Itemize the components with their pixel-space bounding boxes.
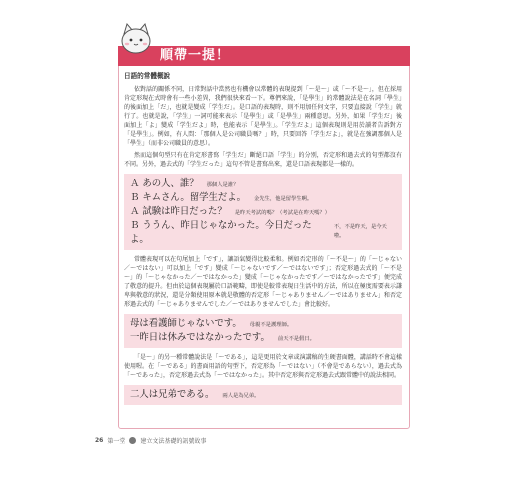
example-box-3 <box>124 385 402 405</box>
book-icon <box>129 437 136 444</box>
example-translation: 母親不是護理師。 <box>249 322 293 328</box>
book-title: 建立文法基礎的訊號故事 <box>140 438 207 445</box>
paragraph-3: 常體表現可以在句尾加上「です」，讓語氣變得比較柔和。例如否定形的「～不是～」的「～じゃない／～ではない」可以加上「です」變成「～じゃないです／～ではないです」；否定形過去式的「～不是～」的「～じゃなかった／～ではなかった」變成「～じゃなかったです／～ではなかったです」便完成了敬意的提升。但由於這個表現屬於口語範疇，即使是較常表現日生活中的方法，所以在極度需要表示謙卑與敬意的狀況，還是分類使用原本就是敬體的否定形「～じゃありません／～ではありません」和否定形過去式的「～じゃありませんでした／～ではありませんでした」會比較好。 <box>124 256 402 308</box>
example-line <box>130 388 396 402</box>
example-box-2 <box>124 314 402 348</box>
example-japanese: Ａ 試験は昨日だった？ <box>130 206 227 217</box>
example-translation: 不，不是昨天，是今天啦。 <box>333 224 387 239</box>
paragraph-4: 「是～」的另一種常體說法是「～である」，這是更用於文章或演講稿的生硬書面體，講話時不會這樣使用喔。在「～である」的書面用語的句型下，否定形為「～ではない」（不會是であらない），過去式為「～であった」，否定形過去式為「～ではなかった」。其中否定形與否定形過去式跟常體中的說法相同。 <box>124 354 402 379</box>
example-line <box>130 317 396 331</box>
paragraph-1: 依對話的關係不同，日常對話中當然也有機會以常體的表現提到「～是～」或「～不是～」，但在採用肯定形現在式時會有一些小差異，我們很快來看一下。尊們來說，「是學生」的常體說法是在名詞「學生」的後面加上「だ」，也就是變成「学生だ」。是口語的表現時，則不用加任何文字，只要直接說「学生」就行了。也就是說，「学生」一詞可能來表示「是學生」或「是學生」兩種意思。另外，如果「学生だ」後面加上「よ」變成「学生だよ」時，也能表示「是學生」。「学生だよ」這個表現則是用於讀者告訴對方「是學生」。例如，有人問：「那個人是公司職員嗎？」時，只要回答「学生だよ」，就是在強調那個人是「學生」（而非公司職員的意思）。 <box>124 86 402 147</box>
box-title: 順帶一提！ <box>160 48 231 63</box>
example-japanese: 一昨日は休みではなかったです。 <box>130 332 270 343</box>
example-translation: 那個人是誰？ <box>206 182 239 188</box>
example-line <box>130 177 396 191</box>
example-line <box>130 191 396 205</box>
example-translation: 是昨天考試的嗎？（考試是在昨天嗎？） <box>234 210 331 216</box>
example-japanese: Ｂ キムさん。留学生だよ。 <box>130 192 246 203</box>
example-japanese: Ａ あの人、誰？ <box>130 178 199 189</box>
cat-mascot-icon <box>116 20 156 60</box>
example-japanese: Ｂ ううん、昨日じゃなかった。今日だったよ。 <box>130 220 312 245</box>
example-line <box>130 219 396 247</box>
page-number: 26 <box>95 437 104 444</box>
section-title: 日語的常體概說 <box>124 72 171 80</box>
example-translation: 兩人是為兄弟。 <box>222 393 260 399</box>
page-footer <box>95 436 206 445</box>
example-translation: 金先生，他是留學生啊。 <box>253 196 313 202</box>
example-japanese: 二人は兄弟である。 <box>130 389 215 400</box>
box-content <box>124 72 402 410</box>
chapter-label: 第一堂 <box>107 438 126 445</box>
paragraph-2: 然而這個句型只有在肯定形書寫「学生だ」斷絕口語「学生」的分別，否定形和過去式的句型都沒有不同。另外，過去式的「学生だった」這句不管是書寫出來，還是口語表現都是一樣的。 <box>124 152 402 168</box>
example-line <box>130 331 396 345</box>
example-line <box>130 205 396 219</box>
example-box-1 <box>124 174 402 250</box>
example-japanese: 母は看護師じゃないです。 <box>130 318 242 329</box>
example-translation: 前天不是假日。 <box>277 336 315 342</box>
